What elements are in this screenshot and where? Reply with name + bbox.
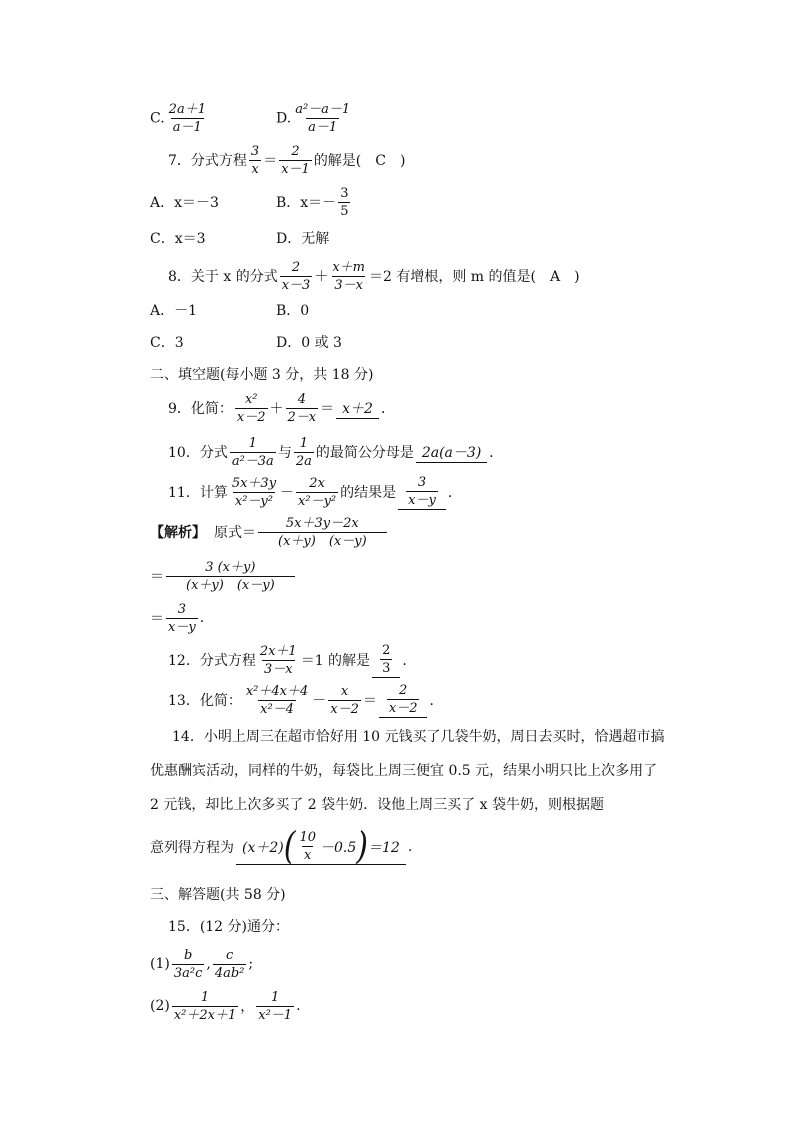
- solution-11-step-2: ＝ $\frac{3 (x+y)}{(x+y) (x-y)}$: [150, 556, 297, 596]
- q6-options: [150, 98, 354, 138]
- left-paren: (: [283, 824, 296, 868]
- answer-blank: (x＋2) ( $\frac{10}{x}$ －0.5 ) ＝12: [236, 829, 406, 865]
- question-13: 13．化简： $\frac{\text{x²＋4x＋4}}{\text{x²－4}}$ － $\frac{x}{x-2}$ ＝ $\frac{2}{x-2}$ ．: [168, 683, 444, 717]
- question-12: 12．分式方程 $\frac{2x+1}{3-x}$ ＝1 的解是 $\frac{2}{3}$ ．: [168, 643, 417, 677]
- answer-blank: 2a(a－3): [416, 442, 487, 463]
- q7-options-ab: A．x＝－3 B．x＝－ $\frac{3}{5}$: [150, 185, 349, 219]
- question-9: 9．化简： $\frac{\text{x²}}{x-2}$ ＋ $\frac{4}{2-x}$ ＝ x＋2 ．: [168, 391, 395, 425]
- fraction: $\frac{c}{\text{4ab²}}$: [214, 947, 245, 981]
- question-10: 10．分式 $\frac{1}{\text{a²－3a}}$ 与 $\frac{1}{2a}$ 的最简公分母是 2a(a－3) ．: [168, 435, 504, 469]
- section-2-heading: 二、填空题(每小题 3 分，共 18 分): [150, 367, 374, 383]
- q7-options-cd: C．x＝3 D．无解: [150, 231, 330, 247]
- question-15-part-2: (2) $\frac{1}{\text{x²＋2x＋1}}$ ， $\frac{1}{\text{x²－1}}$ .: [150, 989, 301, 1023]
- fraction: $\frac{\text{x²}}{x-2}$: [236, 391, 266, 425]
- fraction: $\frac{\text{a²－a－1}}{a-1}$: [295, 101, 351, 135]
- answer-blank: [379, 682, 428, 718]
- fraction: $\frac{2x+1}{3-x}$: [259, 643, 297, 677]
- fraction: $\frac{2x}{\text{x²－y²}}$: [298, 475, 337, 509]
- solution-11-step-1: 【解析】 原式＝ $\frac{5x+3y-2x}{(x+y) (x-y)}$: [150, 512, 389, 552]
- fraction: $\frac{2}{x-1}$: [281, 143, 310, 177]
- question-15-part-1: (1) $\frac{b}{\text{3a²c}}$ , $\frac{c}{\text{4ab²}}$ ;: [150, 947, 254, 981]
- fraction: $\frac{1}{2a}$: [295, 435, 312, 469]
- fraction: $\frac{2}{3}$: [382, 643, 391, 676]
- q6-option-c: C. $\frac{2a+1}{a-1}$: [150, 101, 206, 135]
- fraction: $\frac{x}{x-2}$: [330, 683, 359, 717]
- fraction: $\frac{3 (x+y)}{(x+y) (x-y)}$: [166, 559, 295, 594]
- q8-options-cd: C．3 D．0 或 3: [150, 335, 342, 351]
- fraction: $\frac{3}{x-y}$: [168, 601, 196, 635]
- solution-11-step-3: ＝ $\frac{3}{x-y}$ .: [150, 601, 205, 635]
- fraction: $\frac{3}{x-y}$: [408, 475, 436, 508]
- fraction: $\frac{2}{x-2}$: [388, 683, 418, 716]
- fraction: $\frac{b}{\text{3a²c}}$: [173, 947, 203, 981]
- question-14-text: 14．小明上周三在超市恰好用 10 元钱买了几袋牛奶，周日去买时，恰遇超市搞优惠酬宾活动，同样的牛奶，每袋比上周三便宜 0.5 元，结果小明只比上次多用了 2 元钱，却比上次多买了 2 袋牛奶．设他上周三买了 x 袋牛奶，则根据题: [150, 729, 665, 813]
- question-11: 11．计算 $\frac{5x+3y}{\text{x²－y²}}$ － $\frac{2x}{\text{x²－y²}}$ 的结果是 $\frac{3}{x-y}$ ．: [168, 475, 462, 509]
- fraction: $\frac{\text{x²＋4x＋4}}{\text{x²－4}}$: [245, 683, 309, 717]
- fraction: $\frac{3}{x}$: [250, 143, 260, 177]
- question-8: 8．关于 x 的分式 $\frac{2}{x-3}$ ＋ $\frac{x+m}{3-x}$ ＝2 有增根，则 m 的值是( A ): [168, 259, 580, 293]
- q6-option-d: D. $\frac{\text{a²－a－1}}{a-1}$: [276, 101, 351, 135]
- fraction: $\frac{1}{\text{x²＋2x＋1}}$: [173, 989, 237, 1023]
- answer-blank: x＋2: [336, 398, 379, 419]
- answer-blank: [398, 474, 446, 510]
- fraction: $\frac{4}{2-x}$: [287, 391, 317, 425]
- answer-blank: [372, 642, 400, 678]
- section-3-heading: 三、解答题(共 58 分): [150, 887, 286, 903]
- fraction: $\frac{10}{x}$: [299, 830, 316, 863]
- q8-options-ab: A．－1 B．0: [150, 303, 310, 319]
- fraction: $\frac{5x+3y}{\text{x²－y²}}$: [231, 475, 277, 509]
- question-14-answer-line: 意列得方程为 (x＋2) ( $\frac{10}{x}$ －0.5 ) ＝12 .: [150, 824, 413, 868]
- fraction: $\frac{1}{\text{x²－1}}$: [258, 989, 293, 1023]
- question-15-title: 15．(12 分)通分：: [168, 919, 290, 935]
- fraction: $\frac{2a+1}{a-1}$: [168, 101, 206, 135]
- fraction: $\frac{2}{x-3}$: [281, 259, 311, 293]
- fraction: $\frac{x+m}{3-x}$: [332, 259, 365, 293]
- fraction: $\frac{1}{\text{a²－3a}}$: [231, 435, 274, 469]
- question-7: 7．分式方程 $\frac{3}{x}$ ＝ $\frac{2}{x-1}$ 的解是( C ): [168, 143, 406, 177]
- fraction: $\frac{3}{5}$: [340, 185, 349, 219]
- right-paren: ): [356, 824, 368, 868]
- fraction: $\frac{5x+3y-2x}{(x+y) (x-y)}$: [258, 515, 387, 550]
